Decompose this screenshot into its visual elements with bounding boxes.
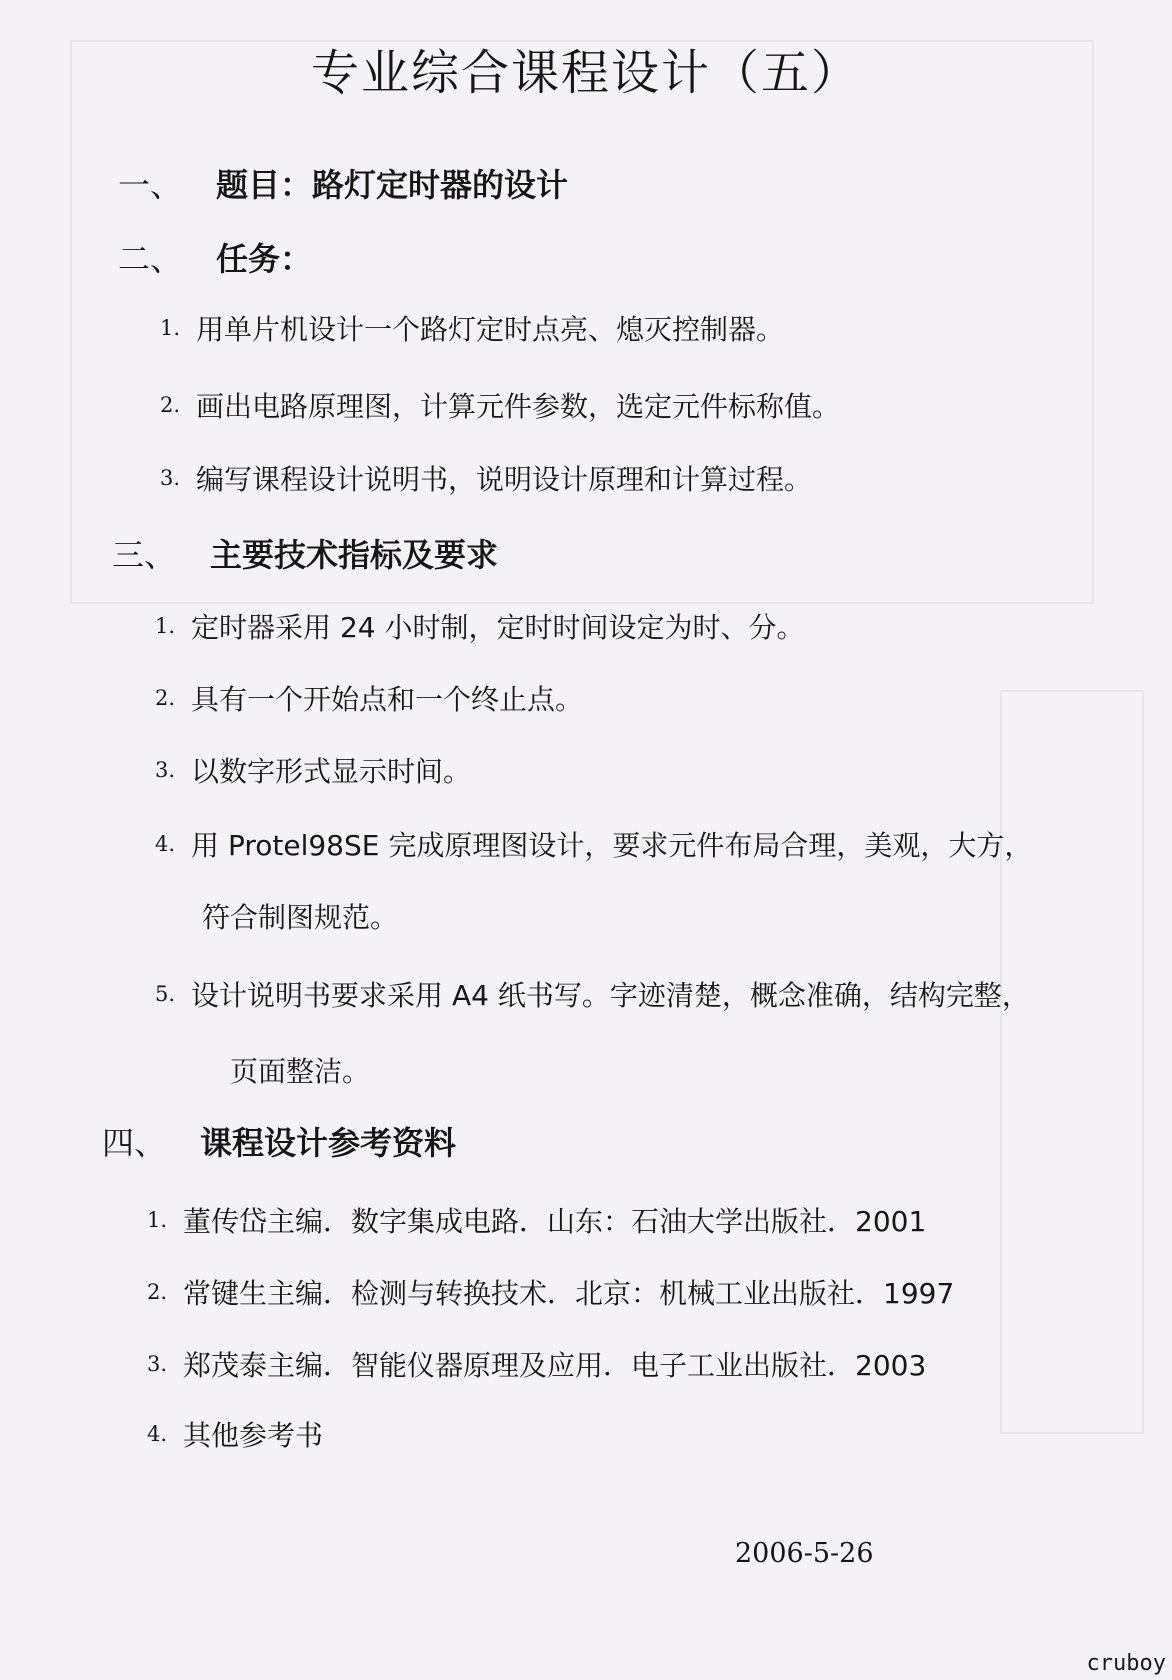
reference-item <box>147 1200 926 1240</box>
requirement-item <box>155 974 1030 1014</box>
item-text: 用 Protel98SE 完成原理图设计，要求元件布局合理，美观，大方， <box>191 829 1033 862</box>
item-text: 董传岱主编．数字集成电路．山东：石油大学出版社．2001 <box>183 1205 927 1238</box>
item-number: 3. <box>155 758 176 782</box>
document-date: 2006-5-26 <box>735 1538 874 1569</box>
section-number: 四、 <box>102 1124 167 1162</box>
task-item <box>160 385 840 425</box>
item-number: 3. <box>160 466 181 490</box>
section-label: 主要技术指标及要求 <box>210 536 499 574</box>
section-label: 题目：路灯定时器的设计 <box>216 166 569 204</box>
item-number: 3. <box>147 1352 168 1376</box>
item-number: 2. <box>147 1280 168 1304</box>
task-item <box>160 308 784 348</box>
item-number: 4. <box>147 1422 168 1446</box>
item-continuation: 符合制图规范。 <box>202 901 399 934</box>
reference-item <box>147 1344 926 1384</box>
task-item <box>160 458 812 498</box>
item-text: 其他参考书 <box>183 1419 324 1452</box>
page-title: 专业综合课程设计（五） <box>310 45 861 101</box>
section-number: 一、 <box>118 166 183 204</box>
item-text: 具有一个开始点和一个终止点。 <box>191 683 584 716</box>
item-number: 1. <box>160 316 181 340</box>
reference-item <box>147 1272 954 1312</box>
item-number: 2. <box>155 686 176 710</box>
item-number: 1. <box>155 614 176 638</box>
item-text: 常键生主编．检测与转换技术．北京：机械工业出版社．1997 <box>183 1277 955 1310</box>
item-number: 5. <box>155 982 176 1006</box>
section-topic <box>118 160 568 206</box>
requirement-item <box>155 606 804 646</box>
requirement-item <box>155 678 583 718</box>
section-number: 三、 <box>112 536 177 574</box>
item-text: 设计说明书要求采用 A4 纸书写。字迹清楚，概念准确，结构完整， <box>191 979 1030 1012</box>
bleed-through-table <box>1000 690 1144 1434</box>
requirement-item <box>155 750 471 790</box>
item-number: 4. <box>155 832 176 856</box>
item-text: 画出电路原理图，计算元件参数，选定元件标称值。 <box>196 390 841 423</box>
section-references <box>102 1118 456 1164</box>
item-continuation: 页面整洁。 <box>230 1055 371 1088</box>
item-text: 定时器采用 24 小时制，定时时间设定为时、分。 <box>191 611 805 644</box>
section-requirements <box>112 530 498 576</box>
section-number: 二、 <box>118 240 183 278</box>
section-label: 任务： <box>216 240 313 278</box>
item-text: 用单片机设计一个路灯定时点亮、熄灭控制器。 <box>196 313 785 346</box>
item-text: 以数字形式显示时间。 <box>191 755 472 788</box>
watermark: cruboy <box>1086 1651 1166 1676</box>
item-number: 2. <box>160 393 181 417</box>
item-text: 郑茂泰主编．智能仪器原理及应用．电子工业出版社．2003 <box>183 1349 927 1382</box>
item-text: 编写课程设计说明书，说明设计原理和计算过程。 <box>196 463 813 496</box>
section-tasks <box>118 234 312 280</box>
reference-item <box>147 1414 323 1454</box>
requirement-item <box>155 824 1032 864</box>
item-number: 1. <box>147 1208 168 1232</box>
section-label: 课程设计参考资料 <box>200 1124 457 1162</box>
